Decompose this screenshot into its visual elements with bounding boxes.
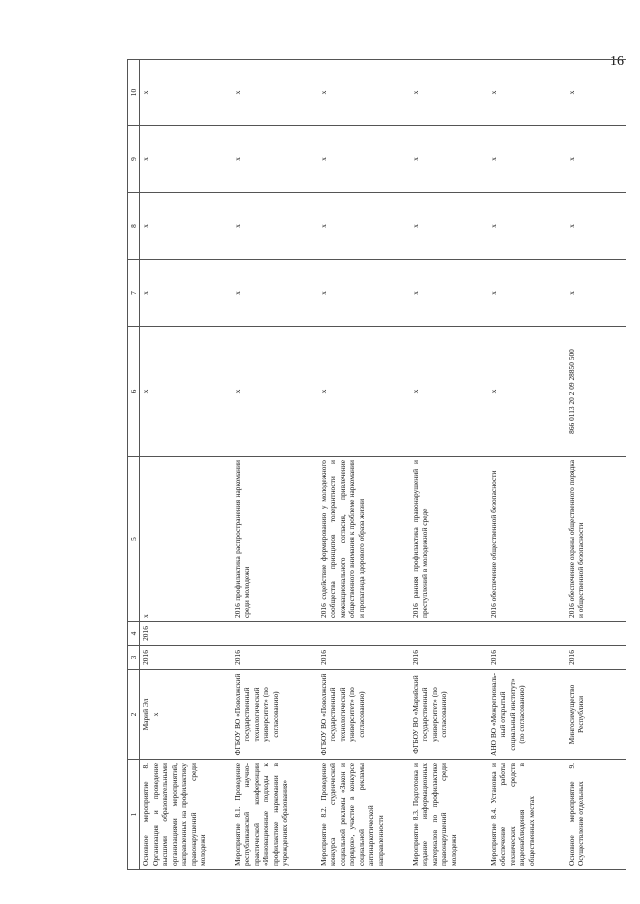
table-cell-c10: х <box>318 60 410 126</box>
table-cell-c9: х <box>488 126 566 193</box>
table-cell-c9: х <box>140 126 232 193</box>
header-cell: 8 <box>128 193 140 260</box>
table-cell-c9: х <box>318 126 410 193</box>
table-cell-c4 <box>410 622 488 646</box>
table-cell-c2: ФГБОУ ВО «Поволжский государственный технологический университет» (по согласованию) <box>232 670 318 760</box>
table-cell-c1: Мероприятие 8.4. Установка и обеспечение работы технических средств видеонаблюдения в общественных местах <box>488 760 566 870</box>
header-cell: 5 <box>128 457 140 622</box>
table-row <box>566 60 626 870</box>
header-cell: 3 <box>128 646 140 670</box>
table-cell-c6: х <box>318 327 410 457</box>
table-cell-c1: Основное мероприятие 9. Осуществление отдельных <box>566 760 626 870</box>
table-cell-c8: х <box>488 193 566 260</box>
table-cell-c7: х <box>318 260 410 327</box>
table-cell-c10: х <box>140 60 232 126</box>
table-cell-c4 <box>318 622 410 646</box>
table-cell-c10: х <box>566 60 626 126</box>
header-cell: 9 <box>128 126 140 193</box>
header-cell: 1 <box>128 760 140 870</box>
table-cell-c10: х <box>488 60 566 126</box>
table-row <box>140 60 232 870</box>
table-cell-c2: ФГБОУ ВО «Поволжский государственный технологический университет» (по согласованию) <box>318 670 410 760</box>
table-cell-c3: 2016 <box>232 646 318 670</box>
table-cell-c10: х <box>232 60 318 126</box>
table-cell-c7: х <box>410 260 488 327</box>
table-cell-c4 <box>488 622 566 646</box>
table-cell-c6: х <box>410 327 488 457</box>
program-table <box>127 59 626 870</box>
table-cell-c1: Мероприятие 8.2. Проведение конкурса студенческой социальной рекламы «Закон и порядок», участие в конкурсе социальной рекламы антинаркотической направленности <box>318 760 410 870</box>
header-cell: 10 <box>128 60 140 126</box>
table-cell-c4: 2016 <box>140 622 232 646</box>
table-row <box>318 60 410 870</box>
table-row <box>410 60 488 870</box>
table-cell-c8: х <box>318 193 410 260</box>
table-cell-c6: х <box>488 327 566 457</box>
header-cell: 7 <box>128 260 140 327</box>
table-cell-c1: Мероприятие 8.3. Подготовка и издание информационных материалов по профилактике правонарушений среди молодежи <box>410 760 488 870</box>
table-row <box>232 60 318 870</box>
table-cell-c9: х <box>410 126 488 193</box>
table-cell-c8: х <box>410 193 488 260</box>
table-cell-c7: х <box>140 260 232 327</box>
table-cell-c9: х <box>566 126 626 193</box>
table-cell-c1: Основное мероприятие 8. Организация и проведение высшими образовательными организациями мероприятий, направленных на профилактику правонарушений среди молодежи <box>140 760 232 870</box>
table-cell-c5: 2016 профилактика распространения наркомании среди молодежи <box>232 457 318 622</box>
table-cell-c5: х <box>140 457 232 622</box>
table-cell-c7: х <box>488 260 566 327</box>
table-cell-c3: 2016 <box>566 646 626 670</box>
header-cell: 6 <box>128 327 140 457</box>
header-cell: 2 <box>128 670 140 760</box>
rotated-table-wrapper <box>127 60 614 870</box>
table-cell-c9: х <box>232 126 318 193</box>
table-row <box>488 60 566 870</box>
table-cell-c6: х <box>140 327 232 457</box>
table-cell-c8: х <box>140 193 232 260</box>
table-cell-c6: 866 0113 20 2 09 28850 500 <box>566 327 626 457</box>
table-cell-c3: 2016 <box>140 646 232 670</box>
table-cell-c7: х <box>566 260 626 327</box>
table-cell-c2: Марий Эл х <box>140 670 232 760</box>
table-cell-c6: х <box>232 327 318 457</box>
table-cell-c2: ФГБОУ ВО «Марийский государственный университет» (по согласованию) <box>410 670 488 760</box>
header-cell: 4 <box>128 622 140 646</box>
table-cell-c5: 2016 содействие формированию у молодежного сообщества принципов толерантности и межнационального согласия, привлечение общественного внимания к проблеме наркомании и пропаганда здорового образа жизни <box>318 457 410 622</box>
table-cell-c5: 2016 обеспечение общественной безопасности <box>488 457 566 622</box>
table-cell-c3: 2016 <box>410 646 488 670</box>
table-cell-c2: Мингосимущество Республики <box>566 670 626 760</box>
table-cell-c5: 2016 обеспечение охраны общественного порядка и общественной безопасности <box>566 457 626 622</box>
table-cell-c2: АНО ВО «Межрегиональ-ный открытый социальный институт» (по согласованию) <box>488 670 566 760</box>
table-cell-c1: Мероприятие 8.1. Проведение республиканской научно-практической конференции «Инновационные подходы к профилактике наркомании в учреждениях образования» <box>232 760 318 870</box>
table-cell-c7: х <box>232 260 318 327</box>
table-cell-c8: х <box>566 193 626 260</box>
table-cell-c10: х <box>410 60 488 126</box>
table-cell-c5: 2016 ранняя профилактика правонарушений и преступлений в молодежной среде <box>410 457 488 622</box>
page-number: 16 <box>610 54 624 69</box>
table-cell-c3: 2016 <box>318 646 410 670</box>
table-cell-c4 <box>566 622 626 646</box>
table-cell-c8: х <box>232 193 318 260</box>
table-cell-c4 <box>232 622 318 646</box>
table-cell-c3: 2016 <box>488 646 566 670</box>
header-row <box>128 60 140 870</box>
